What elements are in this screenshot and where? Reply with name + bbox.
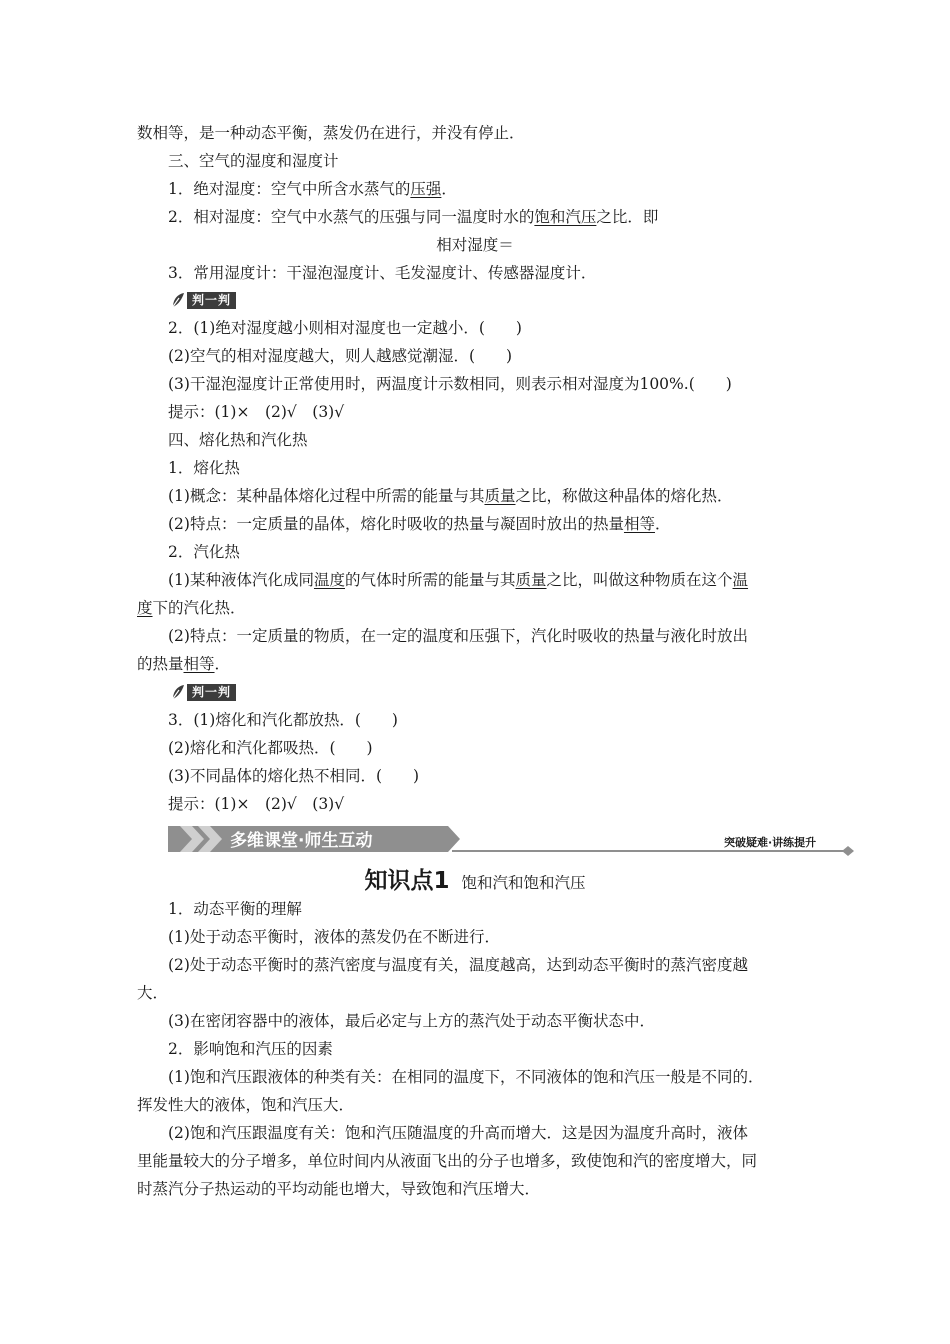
paragraph-line: 时蒸汽分子热运动的平均动能也增大，导致饱和汽压增大． (137, 1180, 541, 1198)
section-heading-heat: 四、熔化热和汽化热 (168, 431, 308, 449)
leaf-icon (170, 291, 186, 309)
judge-tag (170, 683, 236, 701)
paragraph-line: (3)在密闭容器中的液体，最后必定与上方的蒸汽处于动态平衡状态中． (168, 1012, 655, 1030)
paragraph-line: 里能量较大的分子增多，单位时间内从液面飞出的分子也增多，致使饱和汽的密度增大，同 (137, 1152, 758, 1170)
section-heading-humidity: 三、空气的湿度和湿度计 (168, 152, 339, 170)
paragraph-line: (2)处于动态平衡时的蒸汽密度与温度有关，温度越高，达到动态平衡时的蒸汽密度越 (168, 956, 748, 974)
question-line: (3)不同晶体的熔化热不相同．( ) (168, 767, 420, 785)
paragraph-line: (1)处于动态平衡时，液体的蒸发仍在不断进行． (168, 928, 500, 946)
judge-tag-label: 判一判 (187, 292, 236, 309)
paragraph-line: (2)特点：一定质量的晶体，熔化时吸收的热量与凝固时放出的热量相等． (168, 515, 671, 533)
paragraph-line: (2)特点：一定质量的物质，在一定的温度和压强下，汽化时吸收的热量与液化时放出 (168, 627, 748, 645)
banner-right-text: 突破疑难·讲练提升 (724, 836, 817, 849)
question-line: (2)空气的相对湿度越大，则人越感觉潮湿．( ) (168, 347, 513, 365)
judge-tag (170, 291, 236, 309)
paragraph-line: (1)饱和汽压跟液体的种类有关：在相同的温度下，不同液体的饱和汽压一般是不同的． (168, 1068, 764, 1086)
subheading: 1．动态平衡的理解 (168, 900, 302, 918)
question-line: 2．(1)绝对湿度越小则相对湿度也一定越小．( ) (168, 319, 522, 337)
paragraph-line: (2)饱和汽压跟温度有关：饱和汽压随温度的升高而增大．这是因为温度升高时，液体 (168, 1124, 748, 1142)
hint-line: 提示：(1)× (2)√ (3)√ (168, 403, 345, 421)
question-line: 3．(1)熔化和汽化都放热．( ) (168, 711, 398, 729)
paragraph-line: 3．常用湿度计：干湿泡湿度计、毛发湿度计、传感器湿度计． (168, 264, 597, 282)
knowledge-point-number: 知识点1 (364, 868, 450, 894)
subheading: 1．熔化热 (168, 459, 240, 477)
paragraph-line: (1)概念：某种晶体熔化过程中所需的能量与其质量之比，称做这种晶体的熔化热． (168, 487, 733, 505)
section-banner (168, 822, 858, 856)
paragraph-line: 数相等，是一种动态平衡，蒸发仍在进行，并没有停止． (137, 124, 525, 142)
paragraph-line: 的热量相等． (137, 655, 231, 673)
subheading: 2．汽化热 (168, 543, 240, 561)
paragraph-line: 2．相对湿度：空气中水蒸气的压强与同一温度时水的饱和汽压之比．即 (168, 208, 659, 226)
paragraph-line: (1)某种液体汽化成同温度的气体时所需的能量与其质量之比，叫做这种物质在这个温 (168, 571, 749, 589)
formula-line: 相对湿度＝ (436, 236, 514, 254)
paragraph-line: 挥发性大的液体，饱和汽压大． (137, 1096, 355, 1114)
paragraph-line: 1．绝对湿度：空气中所含水蒸气的压强． (168, 180, 457, 198)
knowledge-point-title (0, 862, 950, 895)
banner-left-text: 多维课堂·师生互动 (230, 831, 373, 851)
paragraph-line: 度下的汽化热． (137, 599, 246, 617)
hint-line: 提示：(1)× (2)√ (3)√ (168, 795, 345, 813)
paragraph-line: 大． (137, 984, 169, 1002)
knowledge-point-topic: 饱和汽和饱和汽压 (461, 874, 586, 892)
question-line: (2)熔化和汽化都吸热．( ) (168, 739, 373, 757)
leaf-icon (170, 683, 186, 701)
judge-tag-label: 判一判 (187, 684, 236, 701)
question-line: (3)干湿泡湿度计正常使用时，两温度计示数相同，则表示相对湿度为100%.( ) (168, 375, 732, 393)
subheading: 2．影响饱和汽压的因素 (168, 1040, 333, 1058)
